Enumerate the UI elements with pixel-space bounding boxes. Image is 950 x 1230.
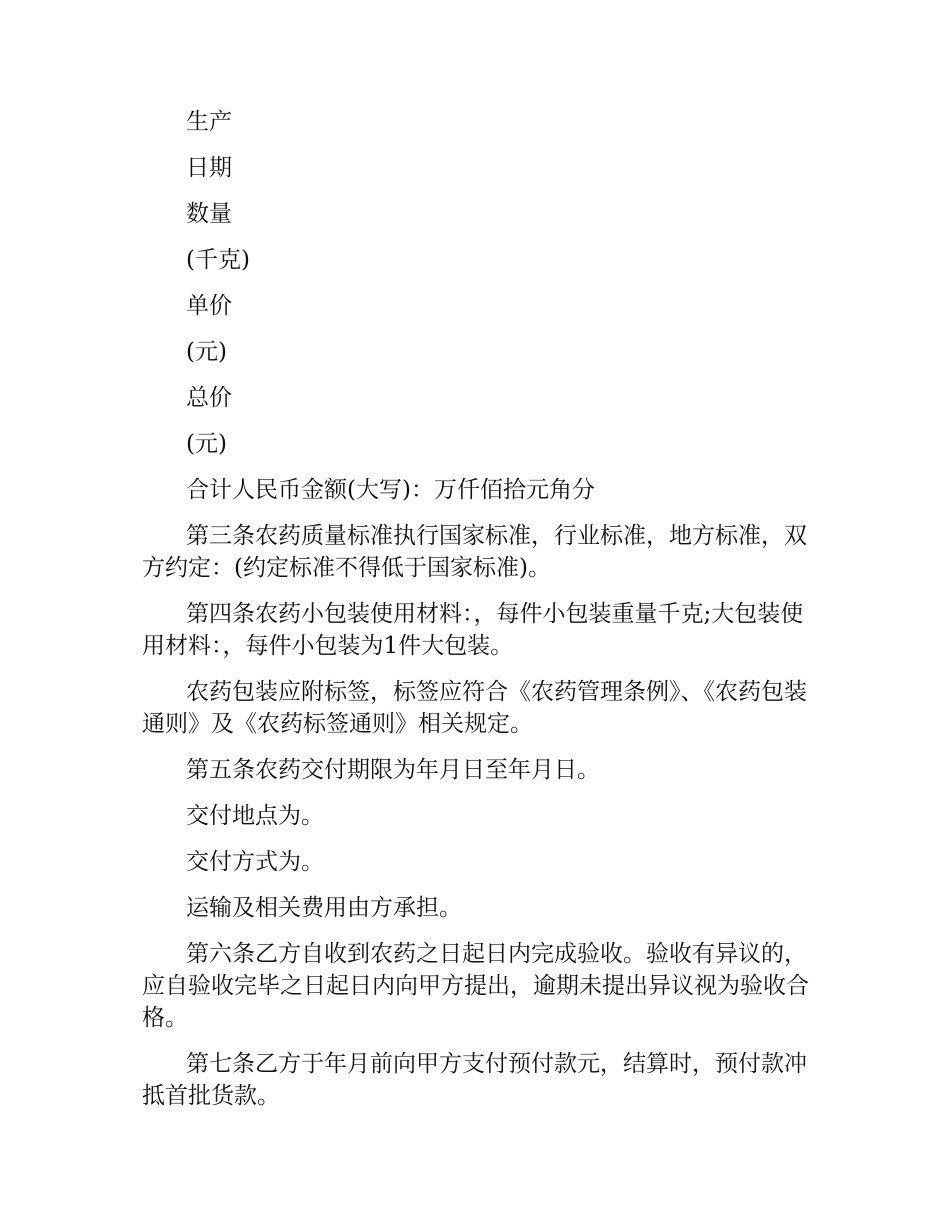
table-header-date: 日期 [186, 155, 232, 181]
table-header-total-price-unit: (元) [186, 431, 227, 457]
article-6-inspection: 第六条乙方自收到农药之日起日内完成验收。验收有异议的，应自验收完毕之日起日内向甲方提出，逾期未提出异议视为验收合格。 [142, 941, 809, 1031]
table-header-quantity: 数量 [186, 201, 232, 227]
article-5-delivery-period: 第五条农药交付期限为年月日至年月日。 [186, 757, 600, 783]
delivery-method: 交付方式为。 [186, 849, 324, 875]
packaging-label-requirement: 农药包装应附标签，标签应符合《农药管理条例》、《农药包装通则》及《农药标签通则》相关规定。 [142, 679, 807, 737]
total-amount-line: 合计人民币金额(大写)：万仟佰拾元角分 [186, 477, 595, 503]
article-4-packaging-materials: 第四条农药小包装使用材料：，每件小包装重量千克;大包装使用材料：，每件小包装为1件大包装。 [142, 601, 804, 659]
delivery-location: 交付地点为。 [186, 803, 324, 829]
table-header-quantity-unit: (千克) [186, 247, 250, 273]
article-3-quality-standard: 第三条农药质量标准执行国家标准，行业标准，地方标准，双方约定：(约定标准不得低于国家标准)。 [142, 523, 807, 581]
table-header-production: 生产 [186, 109, 232, 135]
table-header-unit-price: 单价 [186, 293, 232, 319]
table-header-unit-price-unit: (元) [186, 339, 227, 365]
table-header-total-price: 总价 [186, 385, 232, 411]
transport-costs: 运输及相关费用由方承担。 [186, 895, 462, 921]
article-7-prepayment: 第七条乙方于年月前向甲方支付预付款元，结算时，预付款冲抵首批货款。 [142, 1051, 807, 1109]
